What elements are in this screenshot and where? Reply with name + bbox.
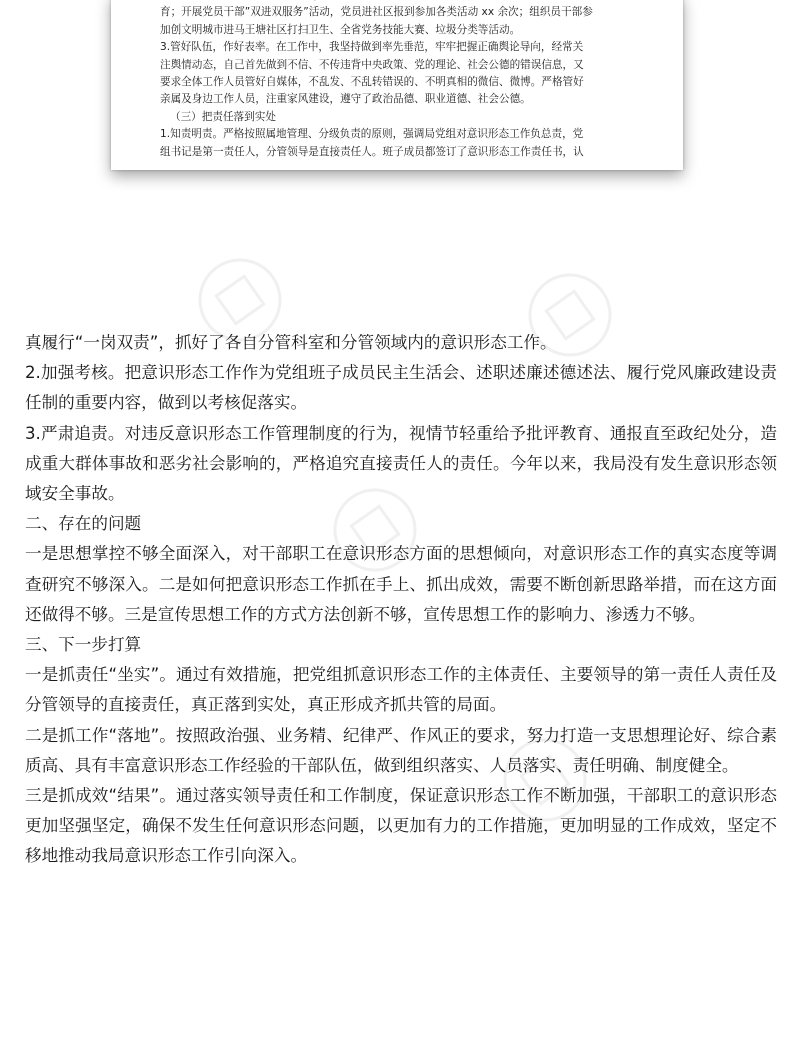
preview-line: 注舆情动态，自己首先做到不信、不传违背中央政策、党的理论、社会公德的错误信息，又 — [160, 58, 584, 71]
preview-line: 亲属及身边工作人员，注重家风建设，遵守了政治品德、职业道德、社会公德。 — [160, 93, 531, 106]
body-paragraph: 3.严肃追责。对违反意识形态工作管理制度的行为，视情节轻重给予批评教育、通报直至政纪处分，造成重大群体事故和恶劣社会影响的，严格追究直接责任人的责任。今年以来，我局没有发生意识形态领域安全事故。 — [25, 423, 777, 504]
section-heading: 二、存在的问题 — [25, 514, 142, 534]
body-paragraph: 一是思想掌控不够全面深入，对干部职工在意识形态方面的思想倾向，对意识形态工作的真实态度等调查研究不够深入。二是如何把意识形态工作抓在手上、抓出成效，需要不断创新思路举措，而在这方面还做得不够。三是宣传思想工作的方式方法创新不够，宣传思想工作的影响力、渗透力不够。 — [25, 544, 777, 624]
preview-section-heading: （三）把责任落到实处 — [170, 110, 276, 123]
section-heading: 三、下一步打算 — [25, 635, 142, 655]
preview-line: 3.管好队伍，作好表率。在工作中，我坚持做到率先垂范，牢牢把握正确舆论导向，经常关 — [160, 41, 584, 54]
body-paragraph: 一是抓责任“坐实”。通过有效措施，把党组抓意识形态工作的主体责任、主要领导的第一责任人责任及分管领导的直接责任，真正落到实处，真正形成齐抓共管的局面。 — [25, 665, 777, 715]
preview-line: 组书记是第一责任人，分管领导是直接责任人。班子成员都签订了意识形态工作责任书，认 — [160, 145, 584, 158]
preview-line: 加创文明城市进马王塘社区打扫卫生、全省党务技能大赛、垃圾分类等活动。 — [160, 23, 521, 36]
preview-text — [160, 0, 650, 161]
body-paragraph: 二是抓工作“落地”。按照政治强、业务精、纪律严、作风正的要求，努力打造一支思想理论好、综合素质高、具有丰富意识形态工作经验的干部队伍，做到组织落实、人员落实、责任明确、制度健全。 — [25, 725, 777, 775]
document-preview-card — [111, 0, 683, 170]
preview-line: 要求全体工作人员管好自媒体，不乱发、不乱转错误的、不明真相的微信、微博。严格管好 — [160, 76, 584, 89]
preview-line: 1.知责明责。严格按照属地管理、分级负责的原则，强调局党组对意识形态工作负总责，党 — [160, 128, 584, 141]
body-paragraph: 真履行“一岗双责”，抓好了各自分管科室和分管领域内的意识形态工作。 — [25, 333, 557, 352]
document-body — [25, 328, 777, 872]
body-paragraph: 2.加强考核。把意识形态工作作为党组班子成员民主生活会、述职述廉述德述法、履行党风廉政建设责任制的重要内容，做到以考核促落实。 — [25, 363, 777, 413]
body-paragraph: 三是抓成效“结果”。通过落实领导责任和工作制度，保证意识形态工作不断加强，干部职工的意识形态更加坚强坚定，确保不发生任何意识形态问题，以更加有力的工作措施，更加明显的工作成效，坚定不移地推动我局意识形态工作引向深入。 — [25, 786, 777, 866]
preview-line: 育；开展党员干部”双进双服务”活动，党员进社区报到参加各类活动 xx 余次；组织员干部参 — [160, 6, 593, 19]
